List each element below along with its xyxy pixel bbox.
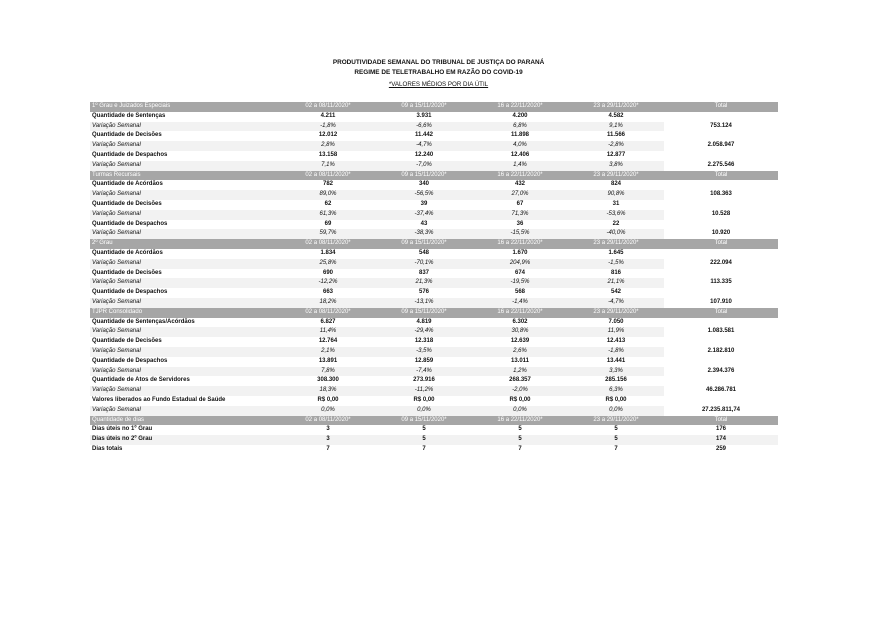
variation-value: 0,0% — [568, 406, 664, 416]
variation-label: Variação Semanal — [90, 298, 280, 308]
table-row — [90, 131, 778, 141]
column-header: 23 a 29/11/2020* — [568, 239, 664, 249]
row-label: Quantidade de Acórdãos — [92, 181, 163, 188]
column-header: 16 a 22/11/2020* — [472, 239, 568, 249]
row-total: 176 — [715, 426, 726, 433]
variation-value: 1,4% — [472, 161, 568, 171]
row-value: 5 — [614, 426, 618, 433]
row-value: 268.357 — [509, 377, 531, 384]
table-row — [90, 249, 778, 259]
section-header-row — [90, 416, 778, 426]
row-label: Quantidade de Sentenças — [92, 112, 166, 119]
variation-value: 27,0% — [472, 190, 568, 200]
variation-value: 30,8% — [472, 327, 568, 337]
section-header-row — [90, 308, 778, 318]
report-subtitle: REGIME DE TELETRABALHO EM RAZÃO DO COVID-19 — [354, 68, 523, 76]
variation-value: -70,1% — [376, 259, 472, 269]
variation-label: Variação Semanal — [90, 122, 280, 132]
variation-value: 4,0% — [472, 141, 568, 151]
column-header-total: Total — [664, 171, 778, 181]
table-row — [90, 318, 778, 328]
row-value: 663 — [322, 289, 333, 296]
row-value: 12.318 — [414, 338, 434, 345]
variation-value: -1,8% — [568, 347, 664, 357]
row-value: 36 — [516, 220, 524, 227]
row-value: 3.931 — [416, 112, 432, 119]
row-value: 13.891 — [318, 357, 338, 364]
row-total: 108.363 — [710, 191, 732, 198]
row-value: R$ 0,00 — [509, 396, 531, 403]
variation-value: -2,0% — [472, 386, 568, 396]
column-header: 16 a 22/11/2020* — [472, 102, 568, 112]
row-label: Quantidade de Sentenças/Acórdãos — [92, 318, 195, 325]
variation-value: -1,5% — [568, 259, 664, 269]
row-value: R$ 0,00 — [605, 396, 627, 403]
row-value: 12.877 — [606, 151, 626, 158]
row-total: 2.394.376 — [707, 367, 735, 374]
row-value: 12.764 — [318, 338, 338, 345]
variation-value: -56,5% — [376, 190, 472, 200]
row-total: 259 — [715, 445, 726, 452]
row-total: 10.920 — [711, 230, 731, 237]
variation-value: 2,6% — [472, 347, 568, 357]
row-value: 1.834 — [320, 249, 336, 256]
variation-value: -12,2% — [280, 278, 376, 288]
variation-value: 90,8% — [568, 190, 664, 200]
row-value: 12.240 — [414, 151, 434, 158]
column-header: 02 a 08/11/2020* — [280, 416, 376, 426]
variation-value: 7,8% — [280, 367, 376, 377]
column-header: 02 a 08/11/2020* — [280, 102, 376, 112]
variation-value: 2,8% — [280, 141, 376, 151]
row-value: 3 — [280, 435, 376, 445]
variation-label: Variação Semanal — [90, 386, 280, 396]
variation-value: 18,2% — [280, 298, 376, 308]
variation-label: Variação Semanal — [90, 367, 280, 377]
variation-value: 3,8% — [568, 161, 664, 171]
report-note: *VALORES MÉDIOS POR DIA ÚTIL — [388, 81, 489, 88]
row-value: 3 — [326, 426, 330, 433]
section-header-row — [90, 171, 778, 181]
section-header-row — [90, 239, 778, 249]
row-value: 11.566 — [606, 132, 626, 139]
variation-value: 0,0% — [280, 406, 376, 416]
row-value: 4.819 — [416, 318, 432, 325]
row-value: 782 — [322, 181, 333, 188]
row-total: 1.083.581 — [707, 328, 735, 335]
row-value: 273.916 — [413, 377, 435, 384]
row-value: 568 — [514, 289, 525, 296]
column-header: 09 a 15/11/2020* — [376, 171, 472, 181]
variation-value: -1,4% — [472, 298, 568, 308]
variation-value: -4,7% — [568, 298, 664, 308]
variation-label: Variação Semanal — [90, 278, 280, 288]
row-total: 10.528 — [711, 210, 731, 217]
variation-value: 11,4% — [280, 327, 376, 337]
row-value: 308.300 — [317, 377, 339, 384]
variation-value: -19,5% — [472, 278, 568, 288]
section-title: TJPR Consolidado — [90, 308, 280, 318]
variation-value: 0,0% — [472, 406, 568, 416]
row-value: 4.211 — [320, 112, 336, 119]
row-value: 22 — [612, 220, 620, 227]
row-total: 2.275.546 — [707, 161, 735, 168]
row-value: 69 — [324, 220, 332, 227]
row-total: 46.286.781 — [705, 387, 737, 394]
variation-value: 71,3% — [472, 210, 568, 220]
table-row — [90, 396, 778, 406]
row-value: 4.582 — [608, 112, 624, 119]
row-value: 13.011 — [510, 357, 530, 364]
row-label: Dias úteis no 2º Grau — [90, 435, 280, 445]
row-value: 432 — [514, 181, 525, 188]
variation-label: Variação Semanal — [90, 161, 280, 171]
row-value: 690 — [322, 269, 333, 276]
row-value: 1.645 — [608, 249, 624, 256]
column-header: 02 a 08/11/2020* — [280, 171, 376, 181]
column-header: 16 a 22/11/2020* — [472, 308, 568, 318]
column-header: 16 a 22/11/2020* — [472, 171, 568, 181]
table-row — [90, 180, 778, 190]
row-label: Valores liberados ao Fundo Estadual de Saúde — [92, 396, 226, 403]
row-label: Quantidade de Decisões — [92, 200, 162, 207]
row-total: 107.910 — [710, 298, 732, 305]
row-value: 13.158 — [318, 151, 338, 158]
table-row — [90, 269, 778, 279]
column-header-total: Total — [664, 102, 778, 112]
variation-value: 25,8% — [280, 259, 376, 269]
variation-value: 3,3% — [568, 367, 664, 377]
row-label: Quantidade de Decisões — [92, 269, 162, 276]
variation-label: Variação Semanal — [90, 190, 280, 200]
table-row — [90, 357, 778, 367]
report-header — [0, 58, 877, 88]
row-value: 13.441 — [606, 357, 626, 364]
column-header: 23 a 29/11/2020* — [568, 416, 664, 426]
column-header: 09 a 15/11/2020* — [376, 416, 472, 426]
row-value: 6.827 — [320, 318, 336, 325]
row-value: 816 — [610, 269, 621, 276]
variation-label: Variação Semanal — [90, 259, 280, 269]
row-value: 7 — [422, 445, 426, 452]
days-row — [90, 435, 778, 445]
variation-value: 0,0% — [376, 406, 472, 416]
row-value: 12.012 — [318, 132, 338, 139]
variation-value: -38,3% — [376, 229, 472, 239]
column-header: 09 a 15/11/2020* — [376, 239, 472, 249]
variation-value: 1,2% — [472, 367, 568, 377]
variation-value: 6,3% — [568, 386, 664, 396]
row-value: 12.413 — [606, 338, 626, 345]
variation-value: -1,8% — [280, 122, 376, 132]
row-total: 27.235.811,74 — [701, 406, 741, 413]
variation-value: 18,3% — [280, 386, 376, 396]
column-header: 23 a 29/11/2020* — [568, 171, 664, 181]
variation-value: 61,3% — [280, 210, 376, 220]
variation-value: -11,2% — [376, 386, 472, 396]
table-row — [90, 376, 778, 386]
section-title: 1º Grau e Juizados Especiais — [90, 102, 280, 112]
section-header-row — [90, 102, 778, 112]
row-value: 43 — [420, 220, 428, 227]
row-value: 12.859 — [414, 357, 434, 364]
days-row — [90, 445, 778, 455]
variation-value: -4,7% — [376, 141, 472, 151]
variation-label: Variação Semanal — [90, 327, 280, 337]
variation-value: 9,1% — [568, 122, 664, 132]
row-value: 548 — [418, 249, 429, 256]
productivity-table — [90, 102, 778, 455]
row-value: 542 — [610, 289, 621, 296]
row-label: Quantidade de Despachos — [92, 220, 168, 227]
variation-label: Variação Semanal — [90, 406, 280, 416]
row-value: 5 — [422, 426, 426, 433]
row-value: 62 — [324, 200, 332, 207]
row-value: 837 — [418, 269, 429, 276]
row-total: 2.182.810 — [707, 347, 735, 354]
column-header: 02 a 08/11/2020* — [280, 239, 376, 249]
row-value: 7 — [326, 445, 330, 452]
row-label: Quantidade de Decisões — [92, 338, 162, 345]
variation-value: 21,1% — [568, 278, 664, 288]
row-value: 340 — [418, 181, 429, 188]
row-value: R$ 0,00 — [317, 396, 339, 403]
row-value: 31 — [612, 200, 620, 207]
row-value: 67 — [516, 200, 524, 207]
row-value: 11.898 — [510, 132, 530, 139]
variation-value: -2,8% — [568, 141, 664, 151]
column-header: 23 a 29/11/2020* — [568, 308, 664, 318]
row-label: Quantidade de Acórdãos — [92, 249, 163, 256]
variation-value: 7,1% — [280, 161, 376, 171]
variation-label: Variação Semanal — [90, 141, 280, 151]
variation-value: -53,6% — [568, 210, 664, 220]
row-value: 12.639 — [510, 338, 530, 345]
row-label: Quantidade de Atos de Servidores — [92, 377, 190, 384]
column-header: 02 a 08/11/2020* — [280, 308, 376, 318]
row-value: 4.200 — [512, 112, 528, 119]
row-value: 7 — [614, 445, 618, 452]
variation-value: -40,0% — [568, 229, 664, 239]
section-title: Turmas Recursais — [90, 171, 280, 181]
variation-value: -13,1% — [376, 298, 472, 308]
row-label: Quantidade de Decisões — [92, 132, 162, 139]
table-row — [90, 288, 778, 298]
variation-label: Variação Semanal — [90, 347, 280, 357]
table-row — [90, 151, 778, 161]
row-value: R$ 0,00 — [413, 396, 435, 403]
row-label: Quantidade de Despachos — [92, 289, 168, 296]
row-value: 285.156 — [605, 377, 627, 384]
variation-value: -37,4% — [376, 210, 472, 220]
row-total: 113.335 — [710, 279, 732, 286]
variation-label: Variação Semanal — [90, 210, 280, 220]
row-label: Dias totais — [92, 445, 123, 452]
row-value: 7.050 — [608, 318, 624, 325]
column-header: 09 a 15/11/2020* — [376, 102, 472, 112]
column-header: 09 a 15/11/2020* — [376, 308, 472, 318]
row-value: 7 — [518, 445, 522, 452]
row-value: 5 — [376, 435, 472, 445]
row-total: 174 — [664, 435, 778, 445]
row-value: 674 — [514, 269, 525, 276]
row-label: Quantidade de Despachos — [92, 151, 168, 158]
row-total: 2.058.947 — [707, 142, 735, 149]
table-row — [90, 112, 778, 122]
row-value: 5 — [518, 426, 522, 433]
variation-value: 89,0% — [280, 190, 376, 200]
variation-value: 11,9% — [568, 327, 664, 337]
variation-value: -7,0% — [376, 161, 472, 171]
row-value: 11.442 — [414, 132, 434, 139]
variation-value: -29,4% — [376, 327, 472, 337]
row-value: 5 — [472, 435, 568, 445]
section-title: Quantidade de dias — [90, 416, 280, 426]
row-value: 576 — [418, 289, 429, 296]
table-row — [90, 200, 778, 210]
variation-value: 2,1% — [280, 347, 376, 357]
row-total: 753.124 — [710, 122, 732, 129]
row-value: 6.302 — [512, 318, 528, 325]
row-label: Dias úteis no 1º Grau — [92, 426, 153, 433]
column-header: 23 a 29/11/2020* — [568, 102, 664, 112]
row-value: 39 — [420, 200, 428, 207]
column-header-total: Total — [664, 308, 778, 318]
row-value: 12.406 — [510, 151, 530, 158]
table-row — [90, 337, 778, 347]
variation-value: 21,3% — [376, 278, 472, 288]
variation-value: -15,5% — [472, 229, 568, 239]
row-total: 222.094 — [710, 259, 732, 266]
section-title: 2º Grau — [90, 239, 280, 249]
variation-value: -7,4% — [376, 367, 472, 377]
variation-value: 59,7% — [280, 229, 376, 239]
days-row — [90, 425, 778, 435]
table-row — [90, 220, 778, 230]
variation-value: -6,6% — [376, 122, 472, 132]
variation-value: 204,9% — [472, 259, 568, 269]
column-header-total: Total — [664, 416, 778, 426]
row-value: 1.670 — [512, 249, 528, 256]
row-value: 824 — [610, 181, 621, 188]
row-label: Quantidade de Despachos — [92, 357, 168, 364]
report-title: PRODUTIVIDADE SEMANAL DO TRIBUNAL DE JUSTIÇA DO PARANÁ — [332, 59, 545, 66]
variation-value: 6,8% — [472, 122, 568, 132]
variation-label: Variação Semanal — [90, 229, 280, 239]
column-header: 16 a 22/11/2020* — [472, 416, 568, 426]
variation-value: -3,5% — [376, 347, 472, 357]
row-value: 5 — [568, 435, 664, 445]
column-header-total: Total — [664, 239, 778, 249]
